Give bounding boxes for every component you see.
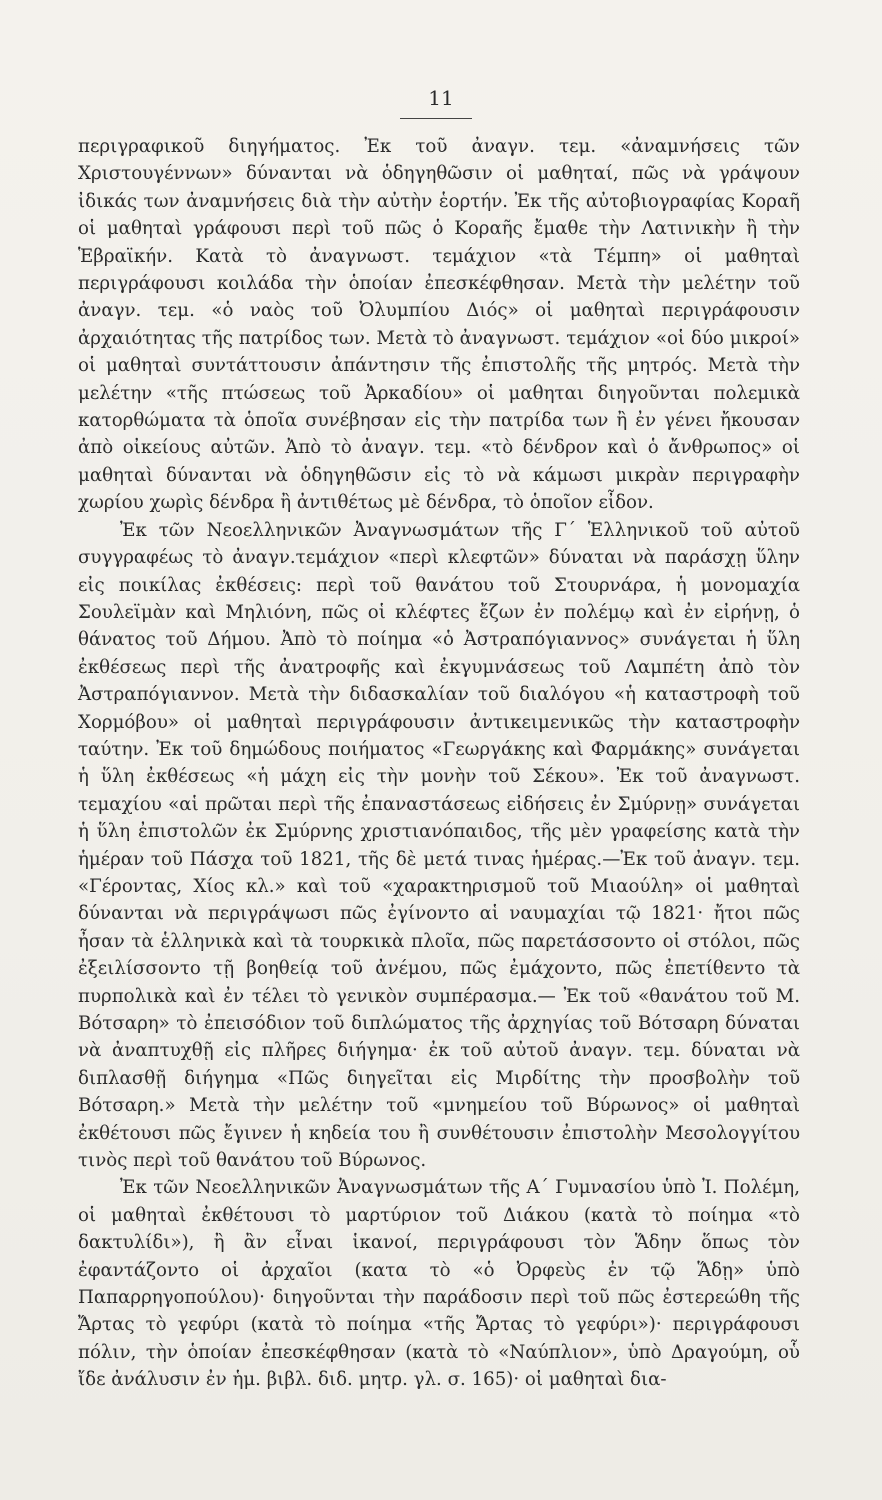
paragraph: Ἐκ τῶν Νεοελληνικῶν Ἀναγνωσμάτων τῆς Α΄ Γυμνασίου ὑπὸ Ἰ. Πολέμη, οἱ μαθηταὶ ἐκθέτουσι τὸ μαρτύριον τοῦ Διάκου (κατὰ τὸ ποίημα «τὸ δακτυλίδι»), ἢ ἂν εἶναι ἱκανοί, περιγράφουσι τὸν Ἅδην ὅπως τὸν ἐφαντάζοντο οἱ ἀρχαῖοι (κατα τὸ «ὁ Ὀρφεὺς ἐν τῷ Ἅδῃ» ὑπὸ Παπαρρηγοπούλου)· διηγοῦνται τὴν παράδοσιν περὶ τοῦ πῶς ἐστερεώθη τῆς Ἄρτας τὸ γεφύρι (κατὰ τὸ ποίημα «τῆς Ἄρτας τὸ γεφύρι»)· περιγράφουσι πόλιν, τὴν ὁποίαν ἐπεσκέφθησαν (κατὰ τὸ «Ναύπλιον», ὑπὸ Δραγούμη, οὗ ἴδε ἀνάλυσιν ἐν ἡμ. βιβλ. διδ. μητρ. γλ. σ. 165)· οἱ μαθηταὶ δια-: [78, 1177, 800, 1391]
paragraph: Ἐκ τῶν Νεοελληνικῶν Ἀναγνωσμάτων τῆς Γ΄ Ἑλληνικοῦ τοῦ αὐτοῦ συγγραφέως τὸ ἀναγν.τεμάχιον «περὶ κλεφτῶν» δύναται νὰ παράσχῃ ὕλην εἰς ποικίλας ἐκθέσεις: περὶ τοῦ θανάτου τοῦ Στουρνάρα, ἡ μονομαχία Σουλεϊμὰν καὶ Μηλιόνη, πῶς οἱ κλέφτες ἔζων ἐν πολέμῳ καὶ ἐν εἰρήνῃ, ὁ θάνατος τοῦ Δήμου. Ἀπὸ τὸ ποίημα «ὁ Ἀστραπόγιαννος» συνάγεται ἡ ὕλη ἐκθέσεως περὶ τῆς ἀνατροφῆς καὶ ἐκγυμνάσεως τοῦ Λαμπέτη ἀπὸ τὸν Ἀστραπόγιαννον. Μετὰ τὴν διδασκαλίαν τοῦ διαλόγου «ἡ καταστροφὴ τοῦ Χορμόβου» οἱ μαθηταὶ περιγράφουσιν ἀντικειμενικῶς τὴν καταστροφὴν ταύτην. Ἐκ τοῦ δημώδους ποιήματος «Γεωργάκης καὶ Φαρμάκης» συνάγεται ἡ ὕλη ἐκθέσεως «ἡ μάχη εἰς τὴν μονὴν τοῦ Σέκου». Ἐκ τοῦ ἀναγνωστ. τεμαχίου «αἱ πρῶται περὶ τῆς ἐπαναστάσεως εἰδήσεις ἐν Σμύρνῃ» συνάγεται ἡ ὕλη ἐπιστολῶν ἐκ Σμύρνης χριστιανόπαιδος, τῆς μὲν γραφείσης κατὰ τὴν ἡμέραν τοῦ Πάσχα τοῦ 1821, τῆς δὲ μετά τινας ἡμέρας.—Ἐκ τοῦ ἀναγν. τεμ. «Γέροντας, Χίος κλ.» καὶ τοῦ «χαρακτηρισμοῦ τοῦ Μιαούλη» οἱ μαθηταὶ δύνανται νὰ περιγράψωσι πῶς ἐγίνοντο αἱ ναυμαχίαι τῷ 1821· ἤτοι πῶς ἦσαν τὰ ἑλληνικὰ καὶ τὰ τουρκικὰ πλοῖα, πῶς παρετάσσοντο οἱ στόλοι, πῶς ἐξειλίσσοντο τῇ βοηθείᾳ τοῦ ἀνέμου, πῶς ἐμάχοντο, πῶς ἐπετίθεντο τὰ πυρπολικὰ καὶ ἐν τέλει τὸ γενικὸν συμπέρασμα.— Ἐκ τοῦ «θανάτου τοῦ Μ. Βότσαρη» τὸ ἐπεισόδιον τοῦ διπλώματος τῆς ἀρχηγίας τοῦ Βότσαρη δύναται νὰ ἀναπτυχθῇ εἰς πλῆρες διήγημα· ἐκ τοῦ αὐτοῦ ἀναγν. τεμ. δύναται νὰ διπλασθῇ διήγημα «Πῶς διηγεῖται εἰς Μιρδίτης τὴν προσβολὴν τοῦ Βότσαρη.» Μετὰ τὴν μελέτην τοῦ «μνημείου τοῦ Βύρωνος» οἱ μαθηταὶ ἐκθέτουσι πῶς ἔγινεν ἡ κηδεία του ἢ συνθέτουσιν ἐπιστολὴν Μεσολογγίτου τινὸς περὶ τοῦ θανάτου τοῦ Βύρωνος.: [78, 519, 800, 1172]
page-number-underline: [400, 118, 472, 119]
paragraph-continuation: περιγραφικοῦ διηγήματος. Ἐκ τοῦ ἀναγν. τεμ. «ἀναμνήσεις τῶν Χριστουγέννων» δύνανται νὰ ὁδηγηθῶσιν οἱ μαθηταί, πῶς νὰ γράψουν ἰδικάς των ἀναμνήσεις διὰ τὴν αὐτὴν ἑορτήν. Ἐκ τῆς αὐτοβιογραφίας Κοραῆ οἱ μαθηταὶ γράφουσι περὶ τοῦ πῶς ὁ Κοραῆς ἔμαθε τὴν Λατινικὴν ἢ τὴν Ἑβραϊκήν. Κατὰ τὸ ἀναγνωστ. τεμάχιον «τὰ Τέμπη» οἱ μαθηταὶ περιγράφουσι κοιλάδα τὴν ὁποίαν ἐπεσκέφθησαν. Μετὰ τὴν μελέτην τοῦ ἀναγν. τεμ. «ὁ ναὸς τοῦ Ὀλυμπίου Διός» οἱ μαθηταὶ περιγράφουσιν ἀρχαιότητας τῆς πατρίδος των. Μετὰ τὸ ἀναγνωστ. τεμάχιον «οἱ δύο μικροί» οἱ μαθηταὶ συντάττουσιν ἀπάντησιν τῆς ἐπιστολῆς τῆς μητρός. Μετὰ τὴν μελέτην «τῆς πτώσεως τοῦ Ἀρκαδίου» οἱ μαθηται διηγοῦνται πολεμικὰ κατορθώματα τὰ ὁποῖα συνέβησαν εἰς τὴν πατρίδα των ἢ ἐν γένει ἤκουσαν ἀπὸ οἰκείους αὐτῶν. Ἀπὸ τὸ ἀναγν. τεμ. «τὸ δένδρον καὶ ὁ ἄνθρωπος» οἱ μαθηταὶ δύνανται νὰ ὁδηγηθῶσιν εἰς τὸ νὰ κάμωσι μικρὰν περιγραφὴν χωρίου χωρὶς δένδρα ἢ ἀντιθέτως μὲ δένδρα, τὸ ὁποῖον εἶδον.: [78, 136, 800, 514]
page-number: 11: [428, 86, 454, 110]
page-body: [78, 133, 800, 1394]
